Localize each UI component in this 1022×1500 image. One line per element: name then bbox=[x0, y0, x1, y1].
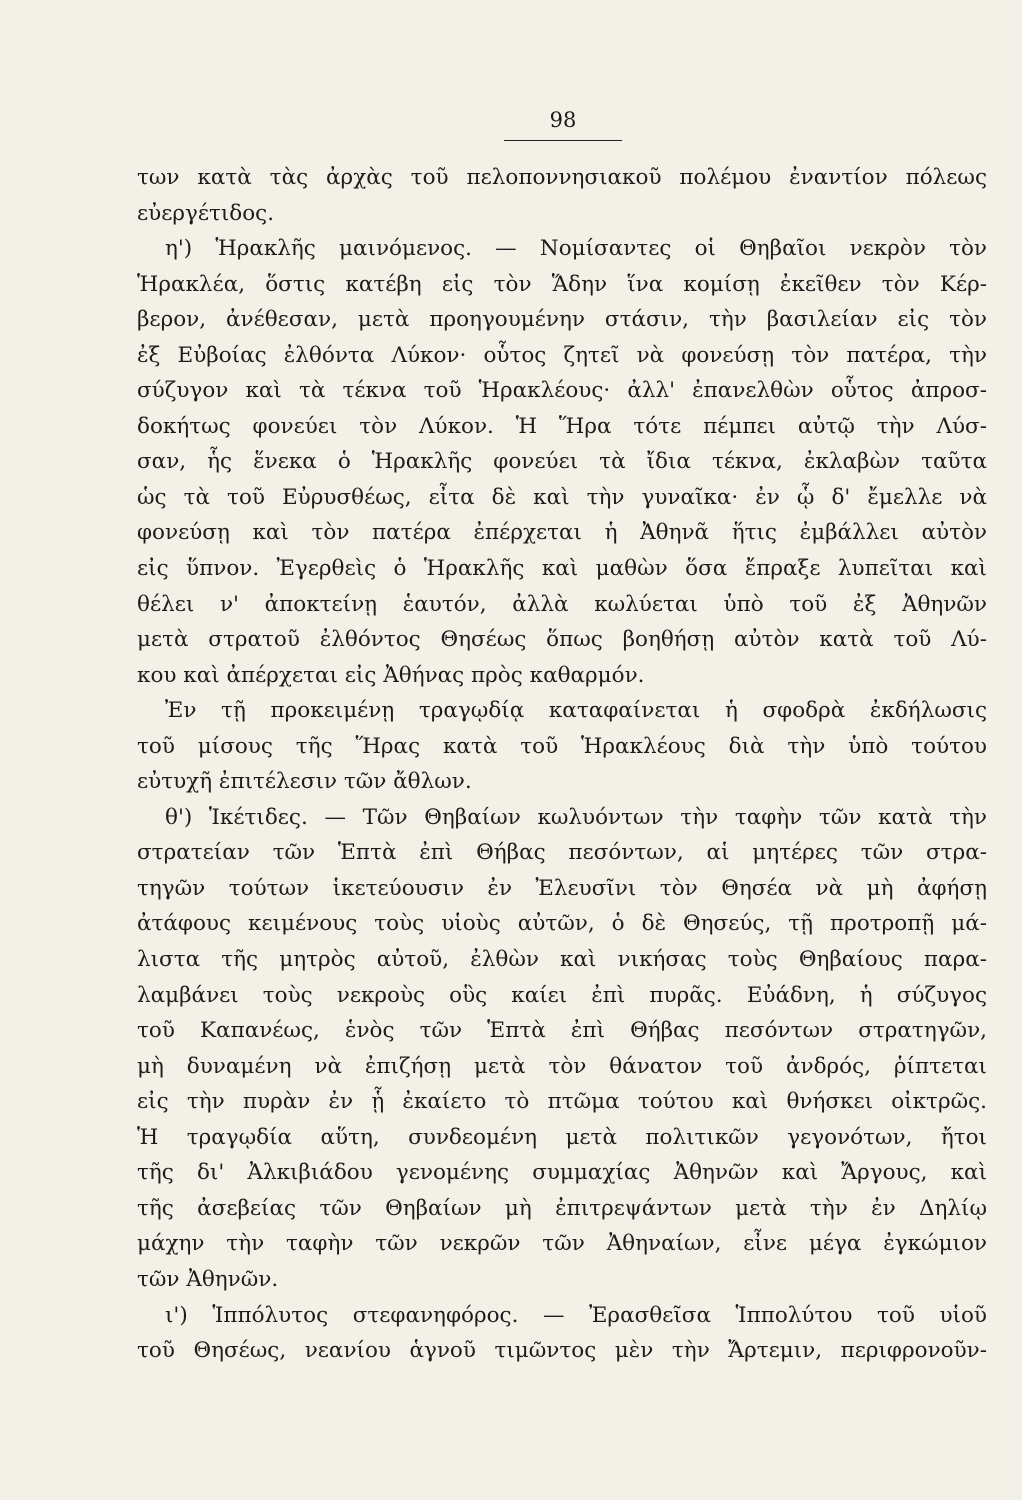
text-line: λιστα τῆς μητρὸς αὐτοῦ, ἐλθὼν καὶ νικήσας τοὺς Θηβαίους παρα- bbox=[137, 947, 987, 973]
text-line: φονεύσῃ καὶ τὸν πατέρα ἐπέρχεται ἡ Ἀθηνᾶ ἥτις ἐμβάλλει αὐτὸν bbox=[137, 520, 987, 546]
text-line: τοῦ μίσους τῆς Ἥρας κατὰ τοῦ Ἡρακλέους διὰ τὴν ὑπὸ τούτου bbox=[137, 733, 987, 759]
text-line: τῆς ἀσεβείας τῶν Θηβαίων μὴ ἐπιτρεψάντων μετὰ τὴν ἐν Δηλίῳ bbox=[137, 1195, 987, 1221]
text-line: τοῦ Θησέως, νεανίου ἁγνοῦ τιμῶντος μὲν τὴν Ἄρτεμιν, περιφρονοῦν- bbox=[137, 1338, 987, 1364]
text-line: στρατείαν τῶν Ἑπτὰ ἐπὶ Θήβας πεσόντων, αἱ μητέρες τῶν στρα- bbox=[137, 840, 987, 866]
page-number-rule bbox=[504, 140, 622, 141]
text-line: εὐεργέτιδος. bbox=[137, 200, 275, 226]
text-line: εἰς τὴν πυρὰν ἐν ᾗ ἐκαίετο τὸ πτῶμα τούτου καὶ θνήσκει οἰκτρῶς. bbox=[137, 1089, 987, 1115]
text-line: η') Ἡρακλῆς μαινόμενος. — Νομίσαντες οἱ Θηβαῖοι νεκρὸν τὸν bbox=[165, 236, 987, 262]
body-text bbox=[137, 160, 987, 1369]
text-line: θέλει ν' ἀποκτείνῃ ἑαυτόν, ἀλλὰ κωλύεται ὑπὸ τοῦ ἐξ Ἀθηνῶν bbox=[137, 591, 987, 617]
text-line: ἐξ Εὐβοίας ἐλθόντα Λύκον· οὗτος ζητεῖ νὰ φονεύσῃ τὸν πατέρα, τὴν bbox=[137, 342, 987, 368]
text-line: Ἐν τῇ προκειμένῃ τραγῳδίᾳ καταφαίνεται ἡ σφοδρὰ ἐκδήλωσις bbox=[165, 698, 987, 724]
text-line: μάχην τὴν ταφὴν τῶν νεκρῶν τῶν Ἀθηναίων, εἶνε μέγα ἐγκώμιον bbox=[137, 1231, 987, 1257]
text-line: δοκήτως φονεύει τὸν Λύκον. Ἡ Ἥρα τότε πέμπει αὐτῷ τὴν Λύσ- bbox=[137, 413, 987, 439]
text-line: Ἡρακλέα, ὅστις κατέβη εἰς τὸν Ἅδην ἵνα κομίσῃ ἐκεῖθεν τὸν Κέρ- bbox=[137, 271, 987, 297]
text-line: ὡς τὰ τοῦ Εὐρυσθέως, εἶτα δὲ καὶ τὴν γυναῖκα· ἐν ᾧ δ' ἔμελλε νὰ bbox=[137, 484, 987, 510]
text-line: σύζυγον καὶ τὰ τέκνα τοῦ Ἡρακλέους· ἀλλ' ἐπανελθὼν οὗτος ἀπροσ- bbox=[137, 378, 987, 404]
text-line: θ') Ἱκέτιδες. — Τῶν Θηβαίων κωλυόντων τὴν ταφὴν τῶν κατὰ τὴν bbox=[165, 804, 987, 830]
page-number: 98 bbox=[549, 108, 577, 132]
text-line: εὐτυχῆ ἐπιτέλεσιν τῶν ἄθλων. bbox=[137, 769, 472, 795]
text-line: Ἡ τραγῳδία αὕτη, συνδεομένη μετὰ πολιτικῶν γεγονότων, ἤτοι bbox=[137, 1124, 987, 1150]
text-line: των κατὰ τὰς ἀρχὰς τοῦ πελοποννησιακοῦ πολέμου ἐναντίον πόλεως bbox=[137, 165, 987, 190]
text-line: σαν, ἧς ἕνεκα ὁ Ἡρακλῆς φονεύει τὰ ἴδια τέκνα, ἐκλαβὼν ταῦτα bbox=[137, 449, 987, 475]
text-line: τῶν Ἀθηνῶν. bbox=[137, 1266, 279, 1292]
text-line: ἀτάφους κειμένους τοὺς υἱοὺς αὐτῶν, ὁ δὲ Θησεύς, τῇ προτροπῇ μά- bbox=[137, 911, 987, 937]
text-line: βερον, ἀνέθεσαν, μετὰ προηγουμένην στάσιν, τὴν βασιλείαν εἰς τὸν bbox=[137, 307, 987, 333]
text-line: τῆς δι' Ἀλκιβιάδου γενομένης συμμαχίας Ἀθηνῶν καὶ Ἄργους, καὶ bbox=[137, 1160, 987, 1186]
text-line: τηγῶν τούτων ἱκετεύουσιν ἐν Ἐλευσῖνι τὸν Θησέα νὰ μὴ ἀφήσῃ bbox=[137, 875, 987, 901]
text-line: εἰς ὕπνον. Ἐγερθεὶς ὁ Ἡρακλῆς καὶ μαθὼν ὅσα ἔπραξε λυπεῖται καὶ bbox=[137, 556, 987, 582]
text-line: μὴ δυναμένη νὰ ἐπιζήσῃ μετὰ τὸν θάνατον τοῦ ἀνδρός, ῥίπτεται bbox=[137, 1053, 987, 1079]
text-line: ι') Ἱππόλυτος στεφανηφόρος. — Ἐρασθεῖσα Ἱππολύτου τοῦ υἱοῦ bbox=[165, 1302, 987, 1328]
text-line: λαμβάνει τοὺς νεκροὺς οὓς καίει ἐπὶ πυρᾶς. Εὐάδνη, ἡ σύζυγος bbox=[137, 982, 987, 1008]
text-line: κου καὶ ἀπέρχεται εἰς Ἀθήνας πρὸς καθαρμόν. bbox=[137, 662, 645, 688]
text-line: τοῦ Καπανέως, ἑνὸς τῶν Ἑπτὰ ἐπὶ Θήβας πεσόντων στρατηγῶν, bbox=[137, 1018, 987, 1044]
text-line: μετὰ στρατοῦ ἐλθόντος Θησέως ὅπως βοηθήσῃ αὐτὸν κατὰ τοῦ Λύ- bbox=[137, 627, 987, 653]
